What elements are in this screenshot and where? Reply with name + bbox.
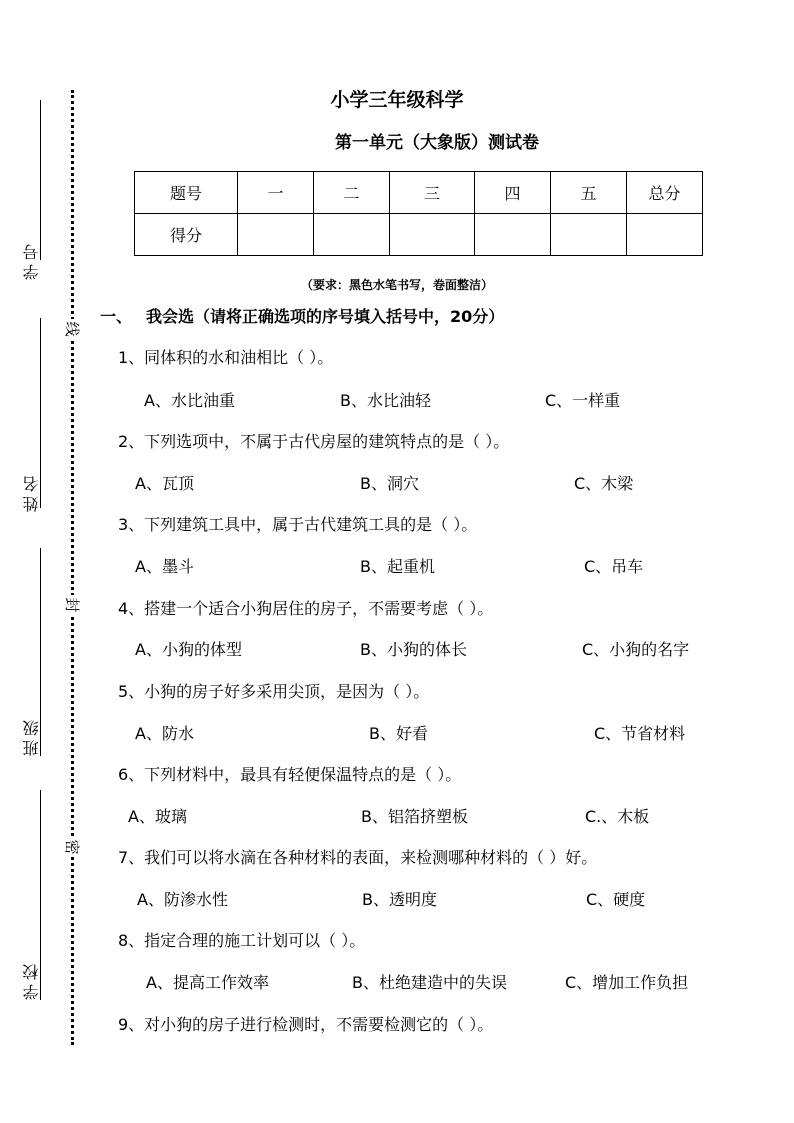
- question-3-option-a[interactable]: A、墨斗: [135, 557, 194, 576]
- score-table-header-row: [135, 172, 703, 214]
- question-5: 5、小狗的房子好多采用尖顶，是因为（ ）。: [118, 682, 430, 701]
- school-label: 学校: [22, 960, 41, 1000]
- question-7-option-b[interactable]: B、透明度: [362, 890, 437, 909]
- section-title: 我会选（请将正确选项的序号填入括号中，20分）: [146, 307, 505, 326]
- question-8-option-b[interactable]: B、杜绝建造中的失误: [352, 973, 507, 992]
- score-cell-4: 四: [475, 172, 551, 214]
- question-4-option-a[interactable]: A、小狗的体型: [135, 640, 242, 659]
- question-7-option-a[interactable]: A、防渗水性: [137, 890, 228, 909]
- score-table-score-row: [135, 214, 703, 256]
- question-4-option-b[interactable]: B、小狗的体长: [360, 640, 467, 659]
- score-cell-3: 三: [390, 172, 475, 214]
- requirement-note: （要求：黑色水笔书写，卷面整洁）: [300, 278, 493, 292]
- question-2-option-b[interactable]: B、洞穴: [360, 474, 419, 493]
- question-7-option-c[interactable]: C、硬度: [586, 890, 646, 909]
- name-label: 姓名: [22, 472, 41, 512]
- section-number: 一、: [100, 307, 133, 326]
- score-table: [134, 171, 703, 256]
- score-cell-label: 题号: [135, 172, 238, 214]
- question-7: 7、我们可以将水滴在各种材料的表面，来检测哪种材料的（ ）好。: [118, 848, 598, 867]
- question-3: 3、下列建筑工具中，属于古代建筑工具的是（ ）。: [118, 515, 478, 534]
- question-9: 9、对小狗的房子进行检测时，不需要检测它的（ ）。: [118, 1015, 494, 1034]
- seal-char-mi: 密: [61, 837, 83, 857]
- seal-char-feng: 封: [61, 595, 83, 615]
- question-1: 1、同体积的水和油相比（ ）。: [118, 348, 334, 367]
- seal-dotted-line: [71, 90, 74, 1045]
- page-title: 小学三年级科学: [330, 89, 464, 111]
- question-3-option-c[interactable]: C、吊车: [584, 557, 644, 576]
- question-5-option-c[interactable]: C、节省材料: [594, 724, 686, 743]
- score-cell-1: 一: [238, 172, 314, 214]
- question-1-option-a[interactable]: A、水比油重: [144, 391, 235, 410]
- score-input-1[interactable]: [238, 214, 314, 256]
- student-id-label: 学号: [22, 240, 41, 280]
- question-6: 6、下列材料中，最具有轻便保温特点的是（ ）。: [118, 765, 462, 784]
- score-input-total[interactable]: [627, 214, 703, 256]
- question-4-option-c[interactable]: C、小狗的名字: [582, 640, 690, 659]
- question-1-option-c[interactable]: C、一样重: [545, 391, 621, 410]
- question-1-option-b[interactable]: B、水比油轻: [340, 391, 431, 410]
- question-6-option-b[interactable]: B、铝箔挤塑板: [361, 807, 468, 826]
- question-6-option-a[interactable]: A、玻璃: [128, 807, 187, 826]
- question-4: 4、搭建一个适合小狗居住的房子，不需要考虑（ ）。: [118, 599, 494, 618]
- score-input-5[interactable]: [551, 214, 627, 256]
- question-5-option-a[interactable]: A、防水: [135, 724, 194, 743]
- score-input-4[interactable]: [475, 214, 551, 256]
- section-heading: [100, 304, 504, 327]
- question-8-option-a[interactable]: A、提高工作效率: [146, 973, 269, 992]
- question-3-option-b[interactable]: B、起重机: [360, 557, 435, 576]
- score-input-3[interactable]: [390, 214, 475, 256]
- question-5-option-b[interactable]: B、好看: [369, 724, 428, 743]
- class-label: 班级: [22, 716, 41, 756]
- score-row-label: 得分: [135, 214, 238, 256]
- question-6-option-c[interactable]: C.、木板: [585, 807, 650, 826]
- question-2-option-a[interactable]: A、瓦顶: [135, 474, 194, 493]
- question-2: 2、下列选项中，不属于古代房屋的建筑特点的是（ ）。: [118, 432, 510, 451]
- page-subtitle: 第一单元（大象版）测试卷: [335, 133, 539, 153]
- score-cell-total: 总分: [627, 172, 703, 214]
- score-input-2[interactable]: [314, 214, 390, 256]
- seal-char-xian: 线: [61, 319, 83, 339]
- score-cell-2: 二: [314, 172, 390, 214]
- question-8-option-c[interactable]: C、增加工作负担: [565, 973, 689, 992]
- question-8: 8、指定合理的施工计划可以（ ）。: [118, 931, 366, 950]
- student-id-line: [40, 100, 41, 260]
- question-2-option-c[interactable]: C、木梁: [574, 474, 634, 493]
- score-cell-5: 五: [551, 172, 627, 214]
